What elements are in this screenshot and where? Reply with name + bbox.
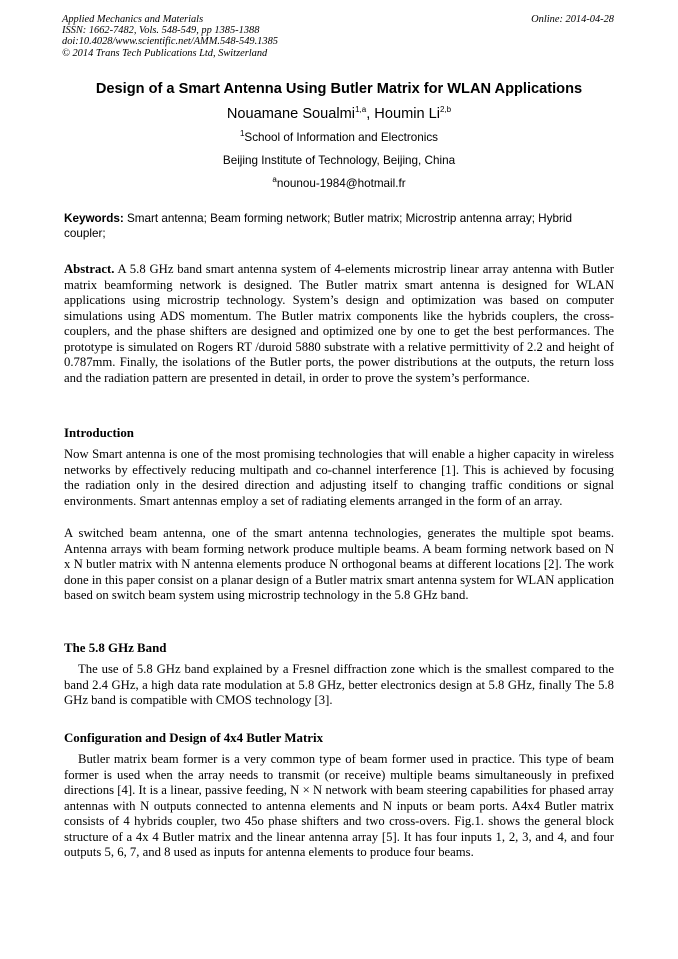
affiliation-text: School of Information and Electronics xyxy=(244,131,439,144)
author-affiliation-mark: 1,a xyxy=(355,105,367,115)
abstract-text: A 5.8 GHz band smart antenna system of 4-elements microstrip linear array antenna with Butler matrix beamforming network is designed. The Butler matrix smart antenna is designed for WLAN applications using microstrip technology. System’s design and optimization was based on computer simulations using ADS momentum. The Butler matrix components like the hybrids couplers, the cross-couplers, and the phase shifters are designed and optimized one by one to get the best performances. The prototype is simulated on Rogers RT /duroid 5880 substrate with a relative permittivity of 2.2 and height of 0.787mm. Finally, the isolations of the Butler ports, the power distributions at the outputs, the return loss and the radiation pattern are presented in detail, in order to prove the system’s performance. xyxy=(64,262,614,385)
section-heading-introduction: Introduction xyxy=(64,426,134,440)
copyright-line: © 2014 Trans Tech Publications Ltd, Switzerland xyxy=(62,47,268,59)
journal-name: Applied Mechanics and Materials xyxy=(62,14,204,25)
email-mark: a xyxy=(272,175,277,185)
configuration-paragraph: Butler matrix beam former is a very common type of beam former used in practice. This type of beam former is used when the array needs to transmit (or receive) multiple beams simultaneously in prefixed directions [4]. It is a linear, passive feeding, N × N network with beam steering capabilities for phased array antennas with N outputs connected to antenna elements and N inputs or beam ports. A4x4 Butler matrix consists of 4 hybrids coupler, two 45o phase shifters and two cross-overs. Fig.1. shows the general block structure of a 4x 4 Butler matrix and the linear antenna array [5]. It has four inputs 1, 2, 3, and 4, and four outputs 5, 6, 7, and 8 used as inputs for antenna elements to produce four beams. xyxy=(64,752,614,859)
journal-metadata xyxy=(62,14,278,59)
doi-line: doi:10.4028/www.scientific.net/AMM.548-549.1385 xyxy=(62,36,278,48)
issn-line: ISSN: 1662-7482, Vols. 548-549, pp 1385-1388 xyxy=(62,25,260,37)
author-email xyxy=(0,177,678,191)
introduction-paragraph-2: A switched beam antenna, one of the smart antenna technologies, generates the multiple spot beams. Antenna arrays with beam forming network produce multiple beams. A beam forming network based on N x N butler matrix with N antenna elements produce N orthogonal beams at different locations [2]. The work done in this paper consist on a planar design of a Butler matrix smart antenna system for WLAN application based on switch beam system using microstrip technology in the 5.8 GHz band. xyxy=(64,526,614,602)
section-heading-configuration: Configuration and Design of 4x4 Butler Matrix xyxy=(64,731,324,745)
author-affiliation-mark: 2,b xyxy=(440,105,452,115)
introduction-paragraph-1: Now Smart antenna is one of the most promising technologies that will enable a higher capacity in wireless networks by effectively reducing multipath and co-channel interference [1]. This is achieved by focusing the radiation only in the desired direction and adjusting itself to changing traffic conditions or signal environments. Smart antennas employ a set of radiating elements arranged in the form of an array. xyxy=(64,447,614,508)
affiliation-mark: 1 xyxy=(239,129,245,139)
author-line xyxy=(0,105,678,123)
author-separator: , xyxy=(366,106,375,122)
abstract-paragraph xyxy=(64,262,614,386)
keywords-label: Keywords: xyxy=(64,212,124,225)
paper-title: Design of a Smart Antenna Using Butler Matrix for WLAN Applications xyxy=(95,81,583,97)
keywords-text: Smart antenna; Beam forming network; Butler matrix; Microstrip antenna array; Hybrid coupler; xyxy=(64,212,572,240)
affiliation-institute: Beijing Institute of Technology, Beijing, China xyxy=(222,154,456,167)
keywords-block xyxy=(64,211,616,241)
affiliation-school xyxy=(0,131,678,145)
section-heading-band: The 5.8 GHz Band xyxy=(64,641,167,655)
email-text: nounou-1984@hotmail.fr xyxy=(276,177,406,190)
author-name: Houmin Li xyxy=(374,106,440,122)
abstract-label: Abstract. xyxy=(64,262,115,276)
band-paragraph: The use of 5.8 GHz band explained by a Fresnel diffraction zone which is the smallest compared to the band 2.4 GHz, a high data rate modulation at 5.8 GHz, better electronics design at 5.8 GHz, finally The 5.8 GHz band is compatible with CMOS technology [3]. xyxy=(64,662,614,707)
author-name: Nouamane Soualmi xyxy=(226,106,356,122)
online-date: Online: 2014-04-28 xyxy=(531,14,614,25)
